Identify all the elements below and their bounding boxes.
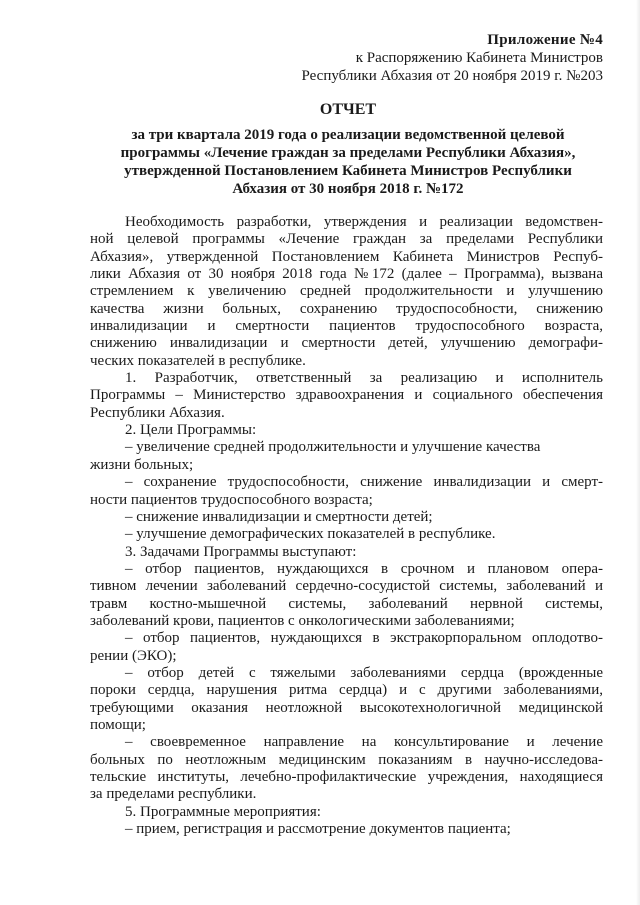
- paragraph-line: – улучшение демографических показателей в республике.: [125, 526, 496, 543]
- paragraph: [90, 821, 603, 838]
- paragraph-line: снижению инвалидизации и смертности детей, улучшению демографи-: [90, 335, 603, 352]
- appendix-number: Приложение №4: [487, 32, 603, 48]
- appendix-reference-line: к Распоряжению Кабинета Министров: [355, 50, 603, 66]
- appendix-header: [302, 31, 604, 85]
- paragraph: [90, 439, 603, 474]
- paragraph-line: требующими оказания неотложной высокотехнологичной медицинской: [90, 699, 603, 716]
- paragraph-line: помощи;: [90, 716, 146, 733]
- paragraph: [90, 509, 603, 526]
- document-title: [90, 126, 606, 198]
- paragraph: [90, 544, 603, 561]
- paragraph-line: тельские институты, лечебно-профилактические учреждения, находящиеся: [90, 769, 603, 785]
- paragraph-line: стремлением к увеличению средней продолжительности и улучшению: [90, 283, 603, 300]
- document-body: [90, 214, 603, 838]
- paragraph: [90, 804, 603, 821]
- paragraph-line: – своевременное направление на консультирование и лечение: [125, 734, 603, 751]
- paragraph-line: ческих показателей в республике.: [90, 352, 306, 369]
- paragraph: [90, 630, 603, 665]
- appendix-reference-date: Республики Абхазия от 20 ноября 2019 г. №203: [301, 68, 603, 84]
- title-line: утвержденной Постановлением Кабинета Министров Республики: [124, 163, 572, 179]
- paragraph: [90, 370, 603, 422]
- paragraph: [90, 665, 603, 734]
- title-line: Абхазия от 30 ноября 2018 г. №172: [232, 181, 464, 197]
- paragraph-line: лики Абхазия от 30 ноября 2018 года №172 (далее – Программа), вызвана: [90, 266, 603, 283]
- paragraph: [90, 214, 603, 370]
- paragraph-line: ности пациентов трудоспособного возраста;: [90, 491, 373, 508]
- paragraph-line: – прием, регистрация и рассмотрение документов пациента;: [125, 821, 511, 838]
- paragraph-line: Программы – Министерство здравоохранения и социального обеспечения: [90, 387, 603, 404]
- document-heading: ОТЧЕТ: [319, 101, 377, 118]
- paragraph-line: травм костно-мышечной системы, заболеваний нервной системы,: [90, 595, 603, 612]
- paragraph-line: – сохранение трудоспособности, снижение инвалидизации и смерт-: [125, 474, 603, 491]
- paragraph-line: – увеличение средней продолжительности и улучшение качества: [125, 439, 541, 456]
- paragraph-line: тивном лечении заболеваний сердечно-сосудистой системы, заболеваний и: [90, 578, 603, 595]
- paragraph-line: 2. Цели Программы:: [125, 422, 257, 439]
- paragraph-line: качества жизни больных, сохранению трудоспособности, снижению: [90, 300, 603, 317]
- paragraph-line: 1. Разработчик, ответственный за реализацию и исполнитель: [125, 370, 603, 387]
- paragraph-line: больных по неотложным медицинским показаниям в научно-исследова-: [90, 751, 603, 768]
- title-line: программы «Лечение граждан за пределами Республики Абхазия»,: [120, 145, 576, 161]
- paragraph: [90, 422, 603, 439]
- paragraph-line: Абхазия», утвержденной Постановлением Кабинета Министров Респуб-: [90, 248, 603, 265]
- scan-edge: [636, 0, 640, 905]
- paragraph: [90, 561, 603, 630]
- paragraph-line: – снижение инвалидизации и смертности детей;: [125, 508, 433, 525]
- paragraph-line: инвалидизации и смертности пациентов трудоспособного возраста,: [90, 318, 603, 335]
- paragraph: [90, 526, 603, 543]
- paragraph-line: 3. Задачами Программы выступают:: [125, 543, 357, 560]
- paragraph-line: жизни больных;: [90, 456, 194, 473]
- title-line: за три квартала 2019 года о реализации ведомственной целевой: [131, 127, 565, 143]
- paragraph: [90, 734, 603, 803]
- paragraph-line: Необходимость разработки, утверждения и реализации ведомствен-: [125, 214, 603, 230]
- paragraph: [90, 474, 603, 509]
- paragraph-line: – отбор пациентов, нуждающихся в экстракорпоральном оплодотво-: [125, 630, 603, 647]
- paragraph-line: Республики Абхазия.: [90, 404, 225, 421]
- paragraph-line: за пределами республики.: [90, 786, 257, 803]
- paragraph-line: – отбор детей с тяжелыми заболеваниями сердца (врожденные: [125, 664, 603, 681]
- paragraph-line: ной целевой программы «Лечение граждан за пределами Республики: [90, 231, 603, 248]
- paragraph-line: 5. Программные мероприятия:: [125, 803, 321, 820]
- paragraph-line: заболеваний крови, пациентов с онкологическими заболеваниями;: [90, 612, 515, 629]
- paragraph-line: – отбор пациентов, нуждающихся в срочном и плановом опера-: [125, 560, 603, 577]
- paragraph-line: рении (ЭКО);: [90, 647, 177, 664]
- paragraph-line: пороки сердца, нарушения ритма сердца) и с другими заболеваниями,: [90, 682, 603, 699]
